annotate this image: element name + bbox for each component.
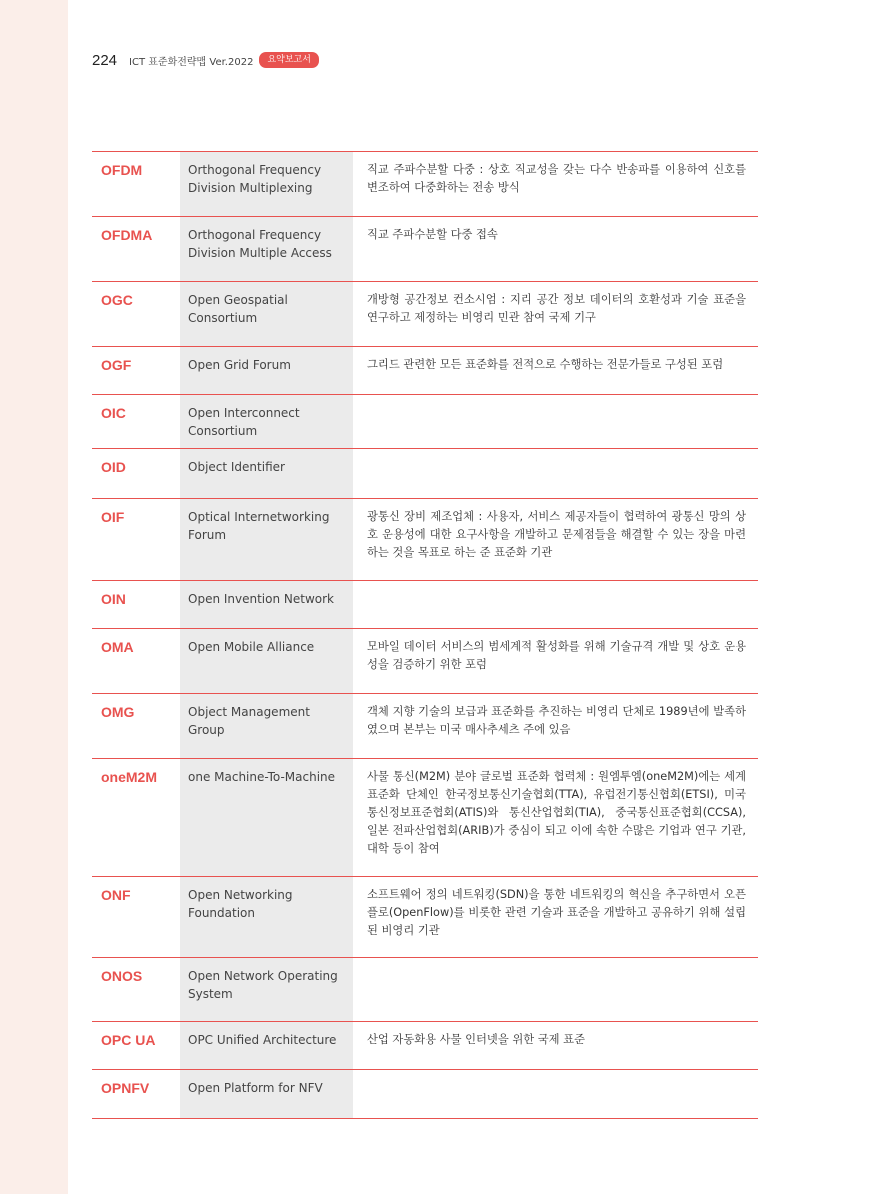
abbr-cell: oneM2M [101,769,157,785]
description-cell [353,958,758,1021]
side-margin-band [0,0,68,1194]
description-cell [353,581,758,628]
description-cell: 사물 통신(M2M) 분야 글로벌 표준화 협력체 : 원엠투엠(oneM2M)에는 세계 표준화 단체인 한국정보통신기술협회(TTA), 유럽전기통신협회(ETSI), 미국 통신정보표준협회(ATIS)와 통신산업협회(TIA), 중국통신표준협회(CCSA), 일본 전파산업협회(ARIB)가 중심이 되고 이에 속한 수많은 기업과 연구 기관, 대학 등이 참여 [367,770,746,855]
abbr-cell: ONF [101,887,131,903]
full-name-cell: Open Geospatial Consortium [180,282,353,346]
abbr-cell: OPC UA [101,1032,156,1048]
full-name-cell: Open Grid Forum [180,347,353,394]
full-name-cell: Object Management Group [180,694,353,758]
full-name-cell: one Machine-To-Machine [180,759,353,876]
full-name-cell: Orthogonal Frequency Division Multiple Access [180,217,353,281]
full-name-cell: Orthogonal Frequency Division Multiplexing [180,152,353,216]
abbr-cell: OMA [101,639,134,655]
full-name-cell: Object Identifier [180,449,353,498]
full-name-cell: Open Mobile Alliance [180,629,353,693]
description-cell: 소프트웨어 정의 네트워킹(SDN)을 통한 네트워킹의 혁신을 추구하면서 오픈플로(OpenFlow)를 비롯한 관련 기술과 표준을 개발하고 공유하기 위해 설립된 비영리 기관 [367,888,746,937]
abbr-cell: OPNFV [101,1080,150,1096]
description-cell: 산업 자동화용 사물 인터넷을 위한 국제 표준 [367,1033,585,1046]
abbr-cell: OFDMA [101,227,153,243]
page-number: 224 [92,51,118,69]
full-name-cell: Open Platform for NFV [180,1070,353,1118]
abbr-cell: OIF [101,509,125,525]
glossary-table [92,151,758,1119]
abbr-cell: OIN [101,591,126,607]
page-header [92,50,319,70]
description-cell: 객체 지향 기술의 보급과 표준화를 추진하는 비영리 단체로 1989년에 발족하였으며 본부는 미국 매사추세츠 주에 있음 [367,705,746,736]
table-row [92,281,758,346]
table-row [92,957,758,1021]
abbr-cell: OIC [101,405,126,421]
description-cell: 직교 주파수분할 다중 : 상호 직교성을 갖는 다수 반송파를 이용하여 신호를 변조하여 다중화하는 전송 방식 [367,163,746,194]
full-name-cell: Open Networking Foundation [180,877,353,957]
description-cell: 개방형 공간정보 컨소시엄 : 지리 공간 정보 데이터의 호환성과 기술 표준을 연구하고 제정하는 비영리 민관 참여 국제 기구 [367,293,746,324]
description-cell: 직교 주파수분할 다중 접속 [367,228,498,241]
full-name-cell: Open Network Operating System [180,958,353,1021]
table-row [92,1069,758,1119]
full-name-cell: OPC Unified Architecture [180,1022,353,1069]
document-title: ICT 표준화전략맵 Ver.2022 [129,56,254,68]
table-row [92,628,758,693]
abbr-cell: OMG [101,704,135,720]
table-row [92,1021,758,1069]
abbr-cell: OGF [101,357,132,373]
abbr-cell: OFDM [101,162,143,178]
table-row [92,346,758,394]
table-row [92,216,758,281]
description-cell [353,395,758,448]
description-cell: 모바일 데이터 서비스의 범세계적 활성화를 위해 기술규격 개발 및 상호 운용성을 검증하기 위한 포럼 [367,640,746,671]
table-row [92,758,758,876]
table-row [92,693,758,758]
table-row [92,580,758,628]
table-row [92,151,758,216]
section-badge: 요약보고서 [259,52,318,68]
description-cell [353,1070,758,1118]
description-cell: 광통신 장비 제조업체 : 사용자, 서비스 제공자들이 협력하여 광통신 망의 상호 운용성에 대한 요구사항을 개발하고 문제점들을 해결할 수 있는 장을 마련하는 것을 목표로 하는 준 표준화 기관 [367,510,746,559]
full-name-cell: Open Interconnect Consortium [180,395,353,448]
abbr-cell: OGC [101,292,133,308]
description-cell: 그리드 관련한 모든 표준화를 전적으로 수행하는 전문가들로 구성된 포럼 [367,358,724,371]
abbr-cell: OID [101,459,126,475]
table-row [92,394,758,448]
table-row [92,498,758,580]
full-name-cell: Optical Internetworking Forum [180,499,353,580]
abbr-cell: ONOS [101,968,143,984]
full-name-cell: Open Invention Network [180,581,353,628]
description-cell [353,449,758,498]
table-row [92,448,758,498]
table-row [92,876,758,957]
